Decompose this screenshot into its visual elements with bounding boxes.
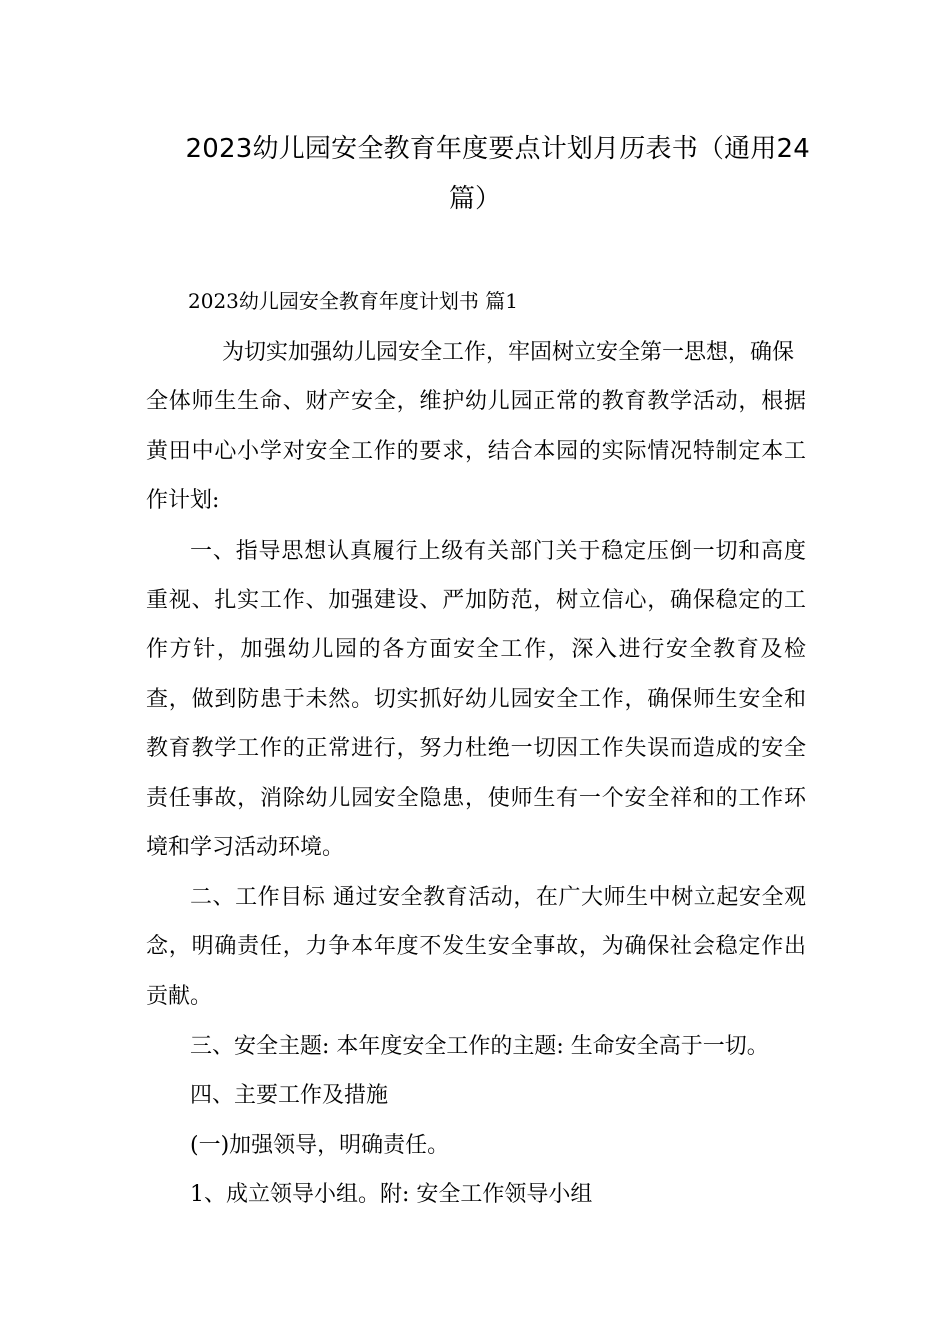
paragraph-line: 1、成立领导小组。附: 安全工作领导小组 xyxy=(190,1182,593,1207)
paragraph-line: 三、安全主题: 本年度安全工作的主题: 生命安全高于一切。 xyxy=(190,1034,769,1059)
paragraph-line: 为切实加强幼儿园安全工作，牢固树立安全第一思想，确保 xyxy=(222,340,795,365)
paragraph-line: 重视、扎实工作、加强建设、严加防范，树立信心，确保稳定的工 xyxy=(146,588,806,613)
paragraph-line: 境和学习活动环境。 xyxy=(146,835,345,860)
paragraph-line: 教育教学工作的正常进行，努力杜绝一切因工作失误而造成的安全 xyxy=(146,736,806,761)
section-heading: 2023幼儿园安全教育年度计划书 篇1 xyxy=(188,289,518,313)
paragraph-line: 全体师生生命、财产安全，维护幼儿园正常的教育教学活动，根据 xyxy=(146,389,806,414)
paragraph-line: 黄田中心小学对安全工作的要求，结合本园的实际情况特制定本工 xyxy=(146,439,806,464)
paragraph-line: 贡献。 xyxy=(146,984,213,1009)
paragraph-line: 作方针，加强幼儿园的各方面安全工作，深入进行安全教育及检 xyxy=(146,637,806,662)
document-title-line-2: 篇） xyxy=(448,184,501,214)
paragraph-line: 一、指导思想认真履行上级有关部门关于稳定压倒一切和高度 xyxy=(190,539,806,564)
paragraph-line: 念，明确责任，力争本年度不发生安全事故，为确保社会稳定作出 xyxy=(146,934,806,959)
paragraph-line: 责任事故，消除幼儿园安全隐患，使师生有一个安全祥和的工作环 xyxy=(146,786,806,811)
paragraph-line: 二、工作目标 通过安全教育活动，在广大师生中树立起安全观 xyxy=(190,885,806,910)
paragraph-line: 作计划: xyxy=(146,488,220,513)
paragraph-line: 查，做到防患于未然。切实抓好幼儿园安全工作，确保师生安全和 xyxy=(146,687,806,712)
paragraph-line: (一)加强领导，明确责任。 xyxy=(190,1133,450,1158)
document-title-line-1: 2023幼儿园安全教育年度要点计划月历表书（通用24 xyxy=(185,134,810,164)
paragraph-line: 四、主要工作及措施 xyxy=(190,1083,389,1108)
